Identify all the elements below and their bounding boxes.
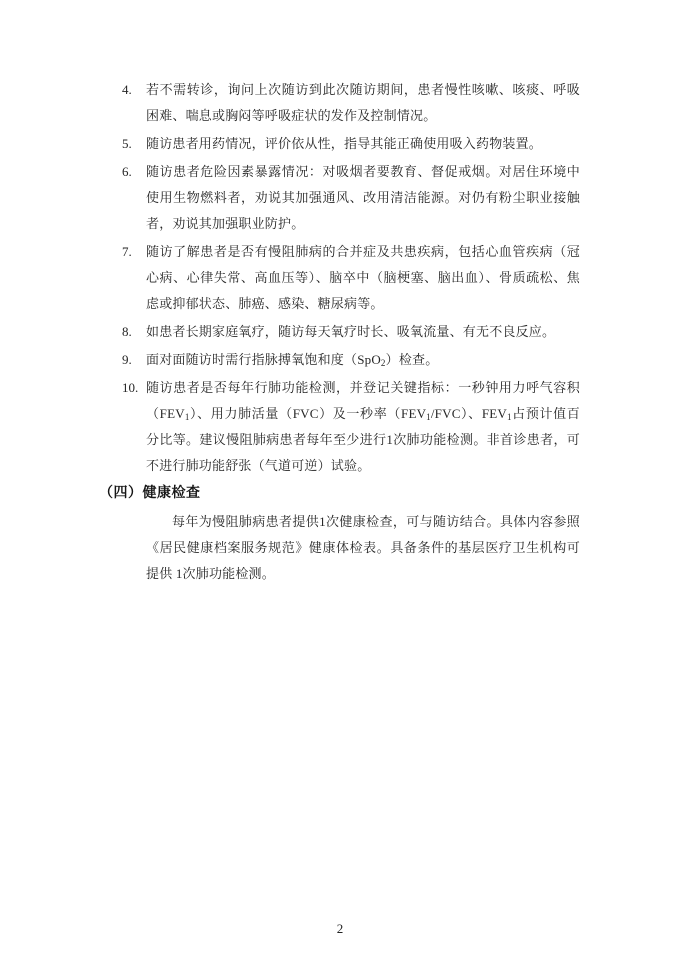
subscript-text: 2 xyxy=(380,358,386,368)
section-heading: （四）健康检查 xyxy=(99,486,201,501)
text-run: 随访患者用药情况，评价依从性，指导其能正确使用吸入药物装置。 xyxy=(146,136,543,151)
text-run: 随访患者是否每年行肺功能检测，并登记关键指标：一秒钟用力呼气容积（FEV xyxy=(146,380,580,421)
list-item-text xyxy=(146,136,542,151)
subscript-text: 1 xyxy=(507,412,512,422)
text-run: 如患者长期家庭氧疗，随访每天氧疗时长、吸氧流量、有无不良反应。 xyxy=(146,324,556,339)
list-item-text xyxy=(146,244,580,311)
page-number: 2 xyxy=(336,921,344,936)
text-run: 随访患者危险因素暴露情况：对吸烟者要教育、督促戒烟。对居住环境中使用生物燃料者，劝说其加强通风、改用清洁能源。对仍有粉尘职业接触者，劝说其加强职业防护。 xyxy=(146,164,580,231)
text-run: 随访了解患者是否有慢阻肺病的合并症及共患疾病，包括心血管疾病（冠心病、心律失常、高血压等）、脑卒中（脑梗塞、脑出血）、骨质疏松、焦虑或抑郁状态、肺癌、感染、糖尿病等。 xyxy=(146,244,580,311)
list-item-text xyxy=(146,380,580,473)
text-run: 占预计值百分比等。建议慢阻肺病患者每年至少进行1次肺功能检测。非首诊患者，可不进行肺功能舒张（气道可逆）试验。 xyxy=(146,406,580,473)
subscript-text: 1 xyxy=(426,412,431,422)
list-item-text xyxy=(146,324,555,339)
text-run: ）、用力肺活量（FVC）及一秒率（FEV xyxy=(189,406,427,421)
text-run: 面对面随访时需行指脉搏氧饱和度（SpO xyxy=(146,352,381,367)
subscript-text: 1 xyxy=(184,412,190,422)
follow-up-list xyxy=(0,77,680,479)
list-item-number: 10. xyxy=(122,380,139,395)
list-item xyxy=(122,239,580,317)
list-item-number: 6. xyxy=(122,164,132,179)
list-item-number: 5. xyxy=(122,136,132,151)
list-item-number: 7. xyxy=(122,244,132,259)
list-item-number: 8. xyxy=(122,324,132,339)
health-check-paragraph: 每年为慢阻肺病患者提供1次健康检查，可与随访结合。具体内容参照《居民健康档案服务规范》健康体检表。具备条件的基层医疗卫生机构可提供 1次肺功能检测。 xyxy=(146,514,580,581)
list-item xyxy=(122,319,580,345)
list-item-text xyxy=(146,164,580,231)
list-item xyxy=(122,77,580,129)
list-item xyxy=(122,347,580,373)
document-content xyxy=(0,77,680,587)
list-item-text xyxy=(146,82,580,123)
list-item xyxy=(122,159,580,237)
list-item xyxy=(122,131,580,157)
text-run: 若不需转诊，询问上次随访到此次随访期间，患者慢性咳嗽、咳痰、呼吸困难、喘息或胸闷等呼吸症状的发作及控制情况。 xyxy=(146,82,580,123)
list-item-number: 9. xyxy=(122,352,132,367)
list-item-number: 4. xyxy=(122,82,132,97)
list-item xyxy=(122,375,580,479)
text-run: ）检查。 xyxy=(385,352,439,367)
list-item-text xyxy=(146,352,438,367)
text-run: /FVC）、FEV xyxy=(430,406,508,421)
